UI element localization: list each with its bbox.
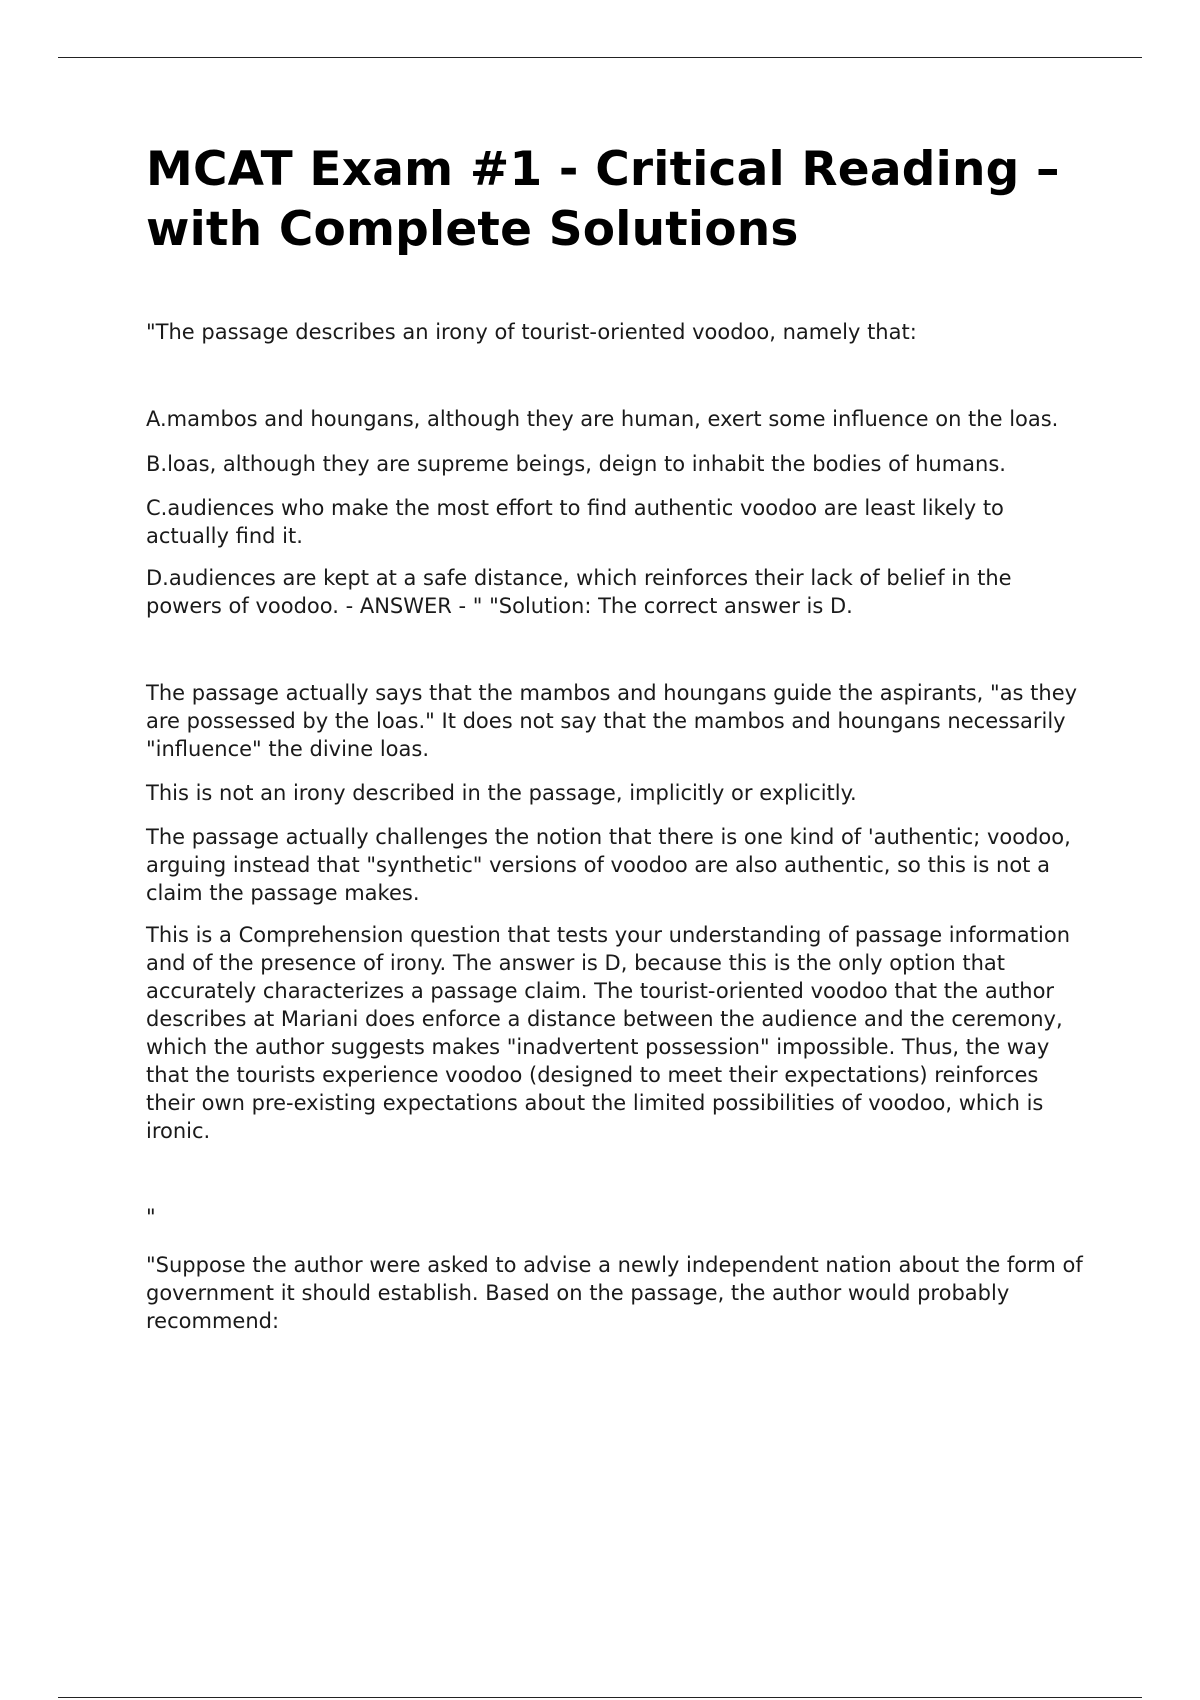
- explanation-paragraph-4: This is a Comprehension question that tests your understanding of passage information and of the presence of irony. The answer is D, because this is the only option that accurately characterizes a passage claim. The tourist-oriented voodoo that the author describes at Mariani does enforce a distance between the audience and the ceremony, which the author suggests makes "inadvertent possession" impossible. Thus, the way that the tourists experience voodoo (designed to meet their expectations) reinforces their own pre-existing expectations about the limited possibilities of voodoo, which is ironic.: [146, 923, 1071, 1143]
- header-rule: [58, 57, 1142, 58]
- question-1-option-c: C.audiences who make the most effort to find authentic voodoo are least likely to actually find it.: [146, 496, 1004, 548]
- question-1-option-d-answer: D.audiences are kept at a safe distance, which reinforces their lack of belief in the powers of voodoo. - ANSWER - " "Solution: The correct answer is D.: [146, 566, 1012, 618]
- explanation-paragraph-1: The passage actually says that the mambos and houngans guide the aspirants, "as they are possessed by the loas." It does not say that the mambos and houngans necessarily "influence" the divine loas.: [146, 681, 1078, 761]
- closing-quote: ": [146, 1205, 156, 1229]
- explanation-paragraph-3: The passage actually challenges the notion that there is one kind of 'authentic; voodoo, arguing instead that "synthetic" versions of voodoo are also authentic, so this is not a claim the passage makes.: [146, 825, 1071, 905]
- document-title: MCAT Exam #1 - Critical Reading – with Complete Solutions: [146, 142, 1060, 257]
- question-1-stem: "The passage describes an irony of tourist-oriented voodoo, namely that:: [146, 320, 917, 344]
- question-1-option-a: A.mambos and houngans, although they are human, exert some influence on the loas.: [146, 407, 1059, 431]
- question-2-stem: "Suppose the author were asked to advise a newly independent nation about the form of government it should establish. Based on the passage, the author would probably recommend:: [146, 1253, 1083, 1333]
- document-page: [146, 140, 1086, 1335]
- question-1-option-b: B.loas, although they are supreme beings, deign to inhabit the bodies of humans.: [146, 452, 1006, 476]
- footer-rule: [58, 1697, 1142, 1698]
- explanation-paragraph-2: This is not an irony described in the passage, implicitly or explicitly.: [146, 781, 857, 805]
